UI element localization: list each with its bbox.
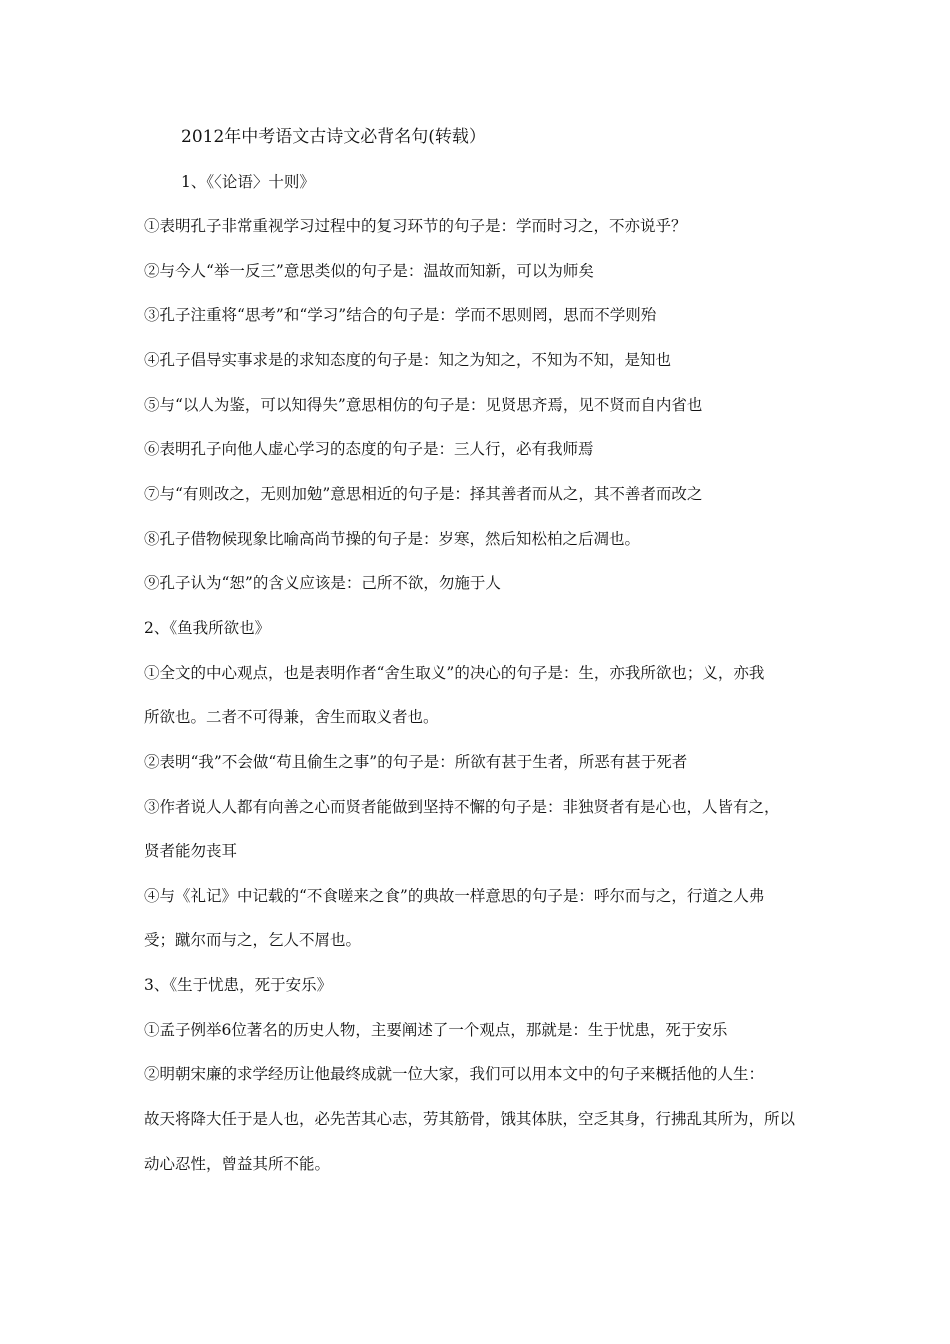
list-item: ⑥表明孔子向他人虚心学习的态度的句子是：三人行，必有我师焉 [144,440,594,458]
list-item: ⑤与“以人为鉴，可以知得失”意思相仿的句子是：见贤思齐焉，见不贤而自内省也 [144,396,703,414]
section-heading-shengyu: 3、《生于忧患，死于安乐》 [144,976,333,994]
list-item: ④孔子倡导实事求是的求知态度的句子是：知之为知之，不知为不知，是知也 [144,351,672,369]
list-item: ⑦与“有则改之，无则加勉”意思相近的句子是：择其善者而从之，其不善者而改之 [144,485,703,503]
paragraph-line: ②明朝宋廉的求学经历让他最终成就一位大家，我们可以用本文中的句子来概括他的人生： [144,1065,765,1083]
paragraph-line: 故天将降大任于是人也，必先苦其心志，劳其筋骨，饿其体肤，空乏其身，行拂乱其所为，所以 [144,1110,796,1128]
document-title: 2012年中考语文古诗文必背名句(转载） [181,127,486,147]
paragraph-line: 动心忍性，曾益其所不能。 [144,1155,331,1173]
paragraph-line: ①全文的中心观点，也是表明作者“舍生取义”的决心的句子是：生，亦我所欲也；义，亦我 [144,664,765,682]
paragraph-line: ②表明“我”不会做“苟且偷生之事”的句子是：所欲有甚于生者，所恶有甚于死者 [144,753,688,771]
paragraph-line: 所欲也。二者不可得兼，舍生而取义者也。 [144,708,439,726]
list-item: ③孔子注重将“思考”和“学习”结合的句子是：学而不思则罔，思而不学则殆 [144,306,657,324]
section-heading-yuwo: 2、《鱼我所欲也》 [144,619,271,637]
paragraph-line: ①孟子例举6位著名的历史人物，主要阐述了一个观点，那就是：生于忧患，死于安乐 [144,1021,728,1039]
list-item: ①表明孔子非常重视学习过程中的复习环节的句子是：学而时习之，不亦说乎？ [144,217,687,235]
section-heading-lunyu: 1、《〈论语〉十则》 [181,173,315,191]
paragraph-line: ④与《礼记》中记载的“不食嗟来之食”的典故一样意思的句子是：呼尔而与之，行道之人弗 [144,887,765,905]
paragraph-line: ③作者说人人都有向善之心而贤者能做到坚持不懈的句子是：非独贤者有是心也，人皆有之， [144,798,780,816]
list-item: ⑧孔子借物候现象比喻高尚节操的句子是：岁寒，然后知松柏之后凋也。 [144,530,641,548]
list-item: ⑨孔子认为“恕”的含义应该是：己所不欲，勿施于人 [144,574,501,592]
paragraph-line: 受；蹴尔而与之，乞人不屑也。 [144,931,362,949]
list-item: ②与今人“举一反三”意思类似的句子是：温故而知新，可以为师矣 [144,262,594,280]
paragraph-line: 贤者能勿丧耳 [144,842,238,860]
